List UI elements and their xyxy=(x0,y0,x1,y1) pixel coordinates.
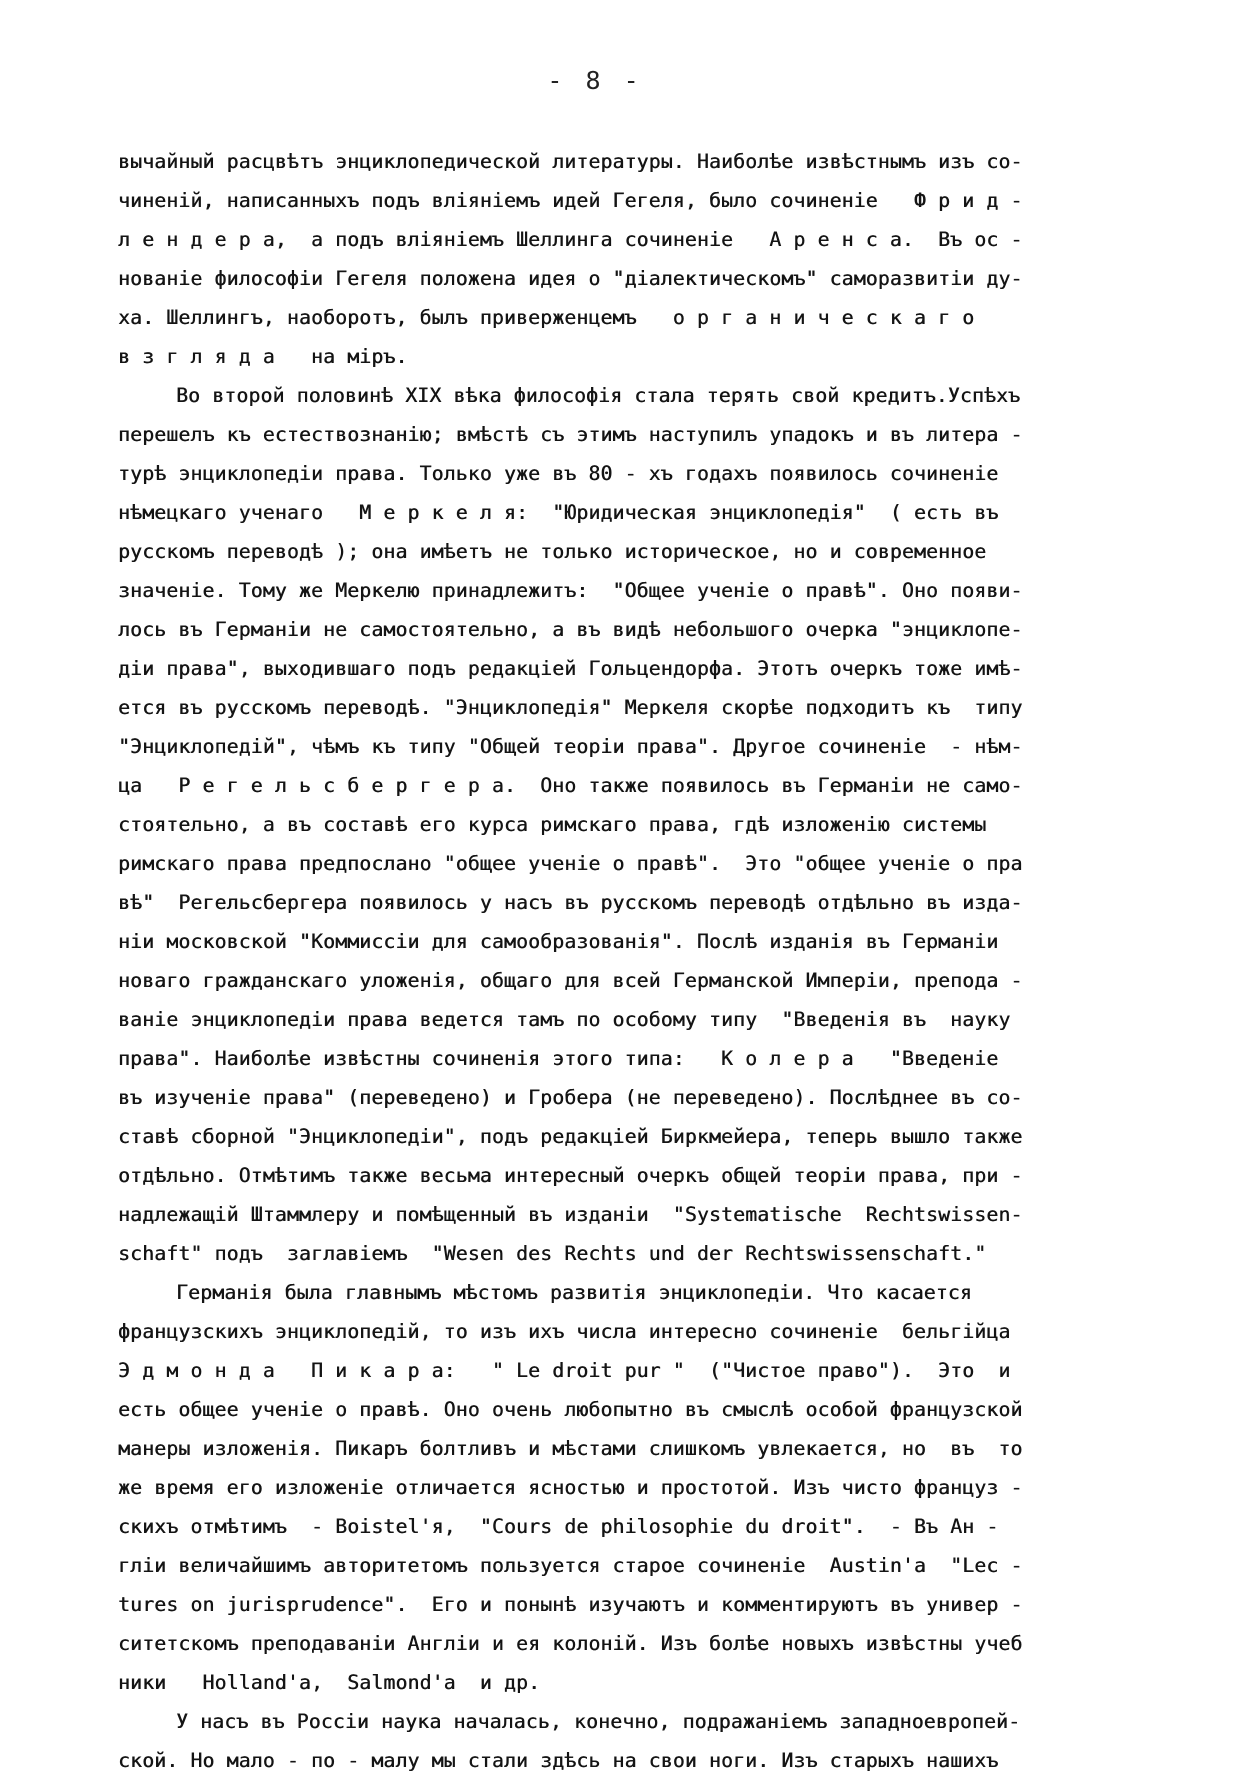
text-line: ситетскомъ преподаваніи Англіи и ея колоній. Изъ болѣе новыхъ извѣстны учеб xyxy=(118,1632,1023,1655)
text-line: діи права", выходившаго подъ редакціей Гольцендорфа. Этотъ очеркъ тоже имѣ- xyxy=(118,657,1023,680)
text-line: турѣ энциклопедіи права. Только уже въ 80 - хъ годахъ появилось сочиненіе xyxy=(118,462,999,485)
text-line: ца Р е г е л ь с б е р г е р а. Оно также появилось въ Германіи не само- xyxy=(118,774,1023,797)
paragraph-start-line: У насъ въ Россіи наука началась, конечно, подражаніемъ западноевропей- xyxy=(176,1710,1021,1733)
text-line: ставѣ сборной "Энциклопедіи", подъ редакціей Биркмейера, теперь вышло также xyxy=(118,1125,1023,1148)
text-line: лось въ Германіи не самостоятельно, а въ видѣ небольшого очерка "энциклопе- xyxy=(118,618,1023,641)
text-line: "Энциклопедій", чѣмъ къ типу "Общей теоріи права". Другое сочиненіе - нѣм- xyxy=(118,735,1023,758)
text-line: манеры изложенія. Пикаръ болтливъ и мѣстами слишкомъ увлекается, но въ то xyxy=(118,1437,1023,1460)
body-text xyxy=(118,142,1128,1780)
text-line: нованіе философіи Гегеля положена идея о "діалектическомъ" саморазвитіи ду- xyxy=(118,267,1023,290)
text-line: ется въ русскомъ переводѣ. "Энциклопедія" Меркеля скорѣе подходитъ къ типу xyxy=(118,696,1023,719)
text-line: нѣмецкаго ученаго М е р к е л я: "Юридическая энциклопедія" ( есть въ xyxy=(118,501,999,524)
text-line: гліи величайшимъ авторитетомъ пользуется старое сочиненіе Austin'а "Lec - xyxy=(118,1554,1023,1577)
text-line: tures on jurisprudence". Его и понынѣ изучаютъ и комментируютъ въ универ - xyxy=(118,1593,1023,1616)
text-line: русскомъ переводѣ ); она имѣетъ не только историческое, но и современное xyxy=(118,540,987,563)
text-line: ха. Шеллингъ, наоборотъ, былъ приверженцемъ о р г а н и ч е с к а г о xyxy=(118,306,975,329)
text-line: въ изученіе права" (переведено) и Гробера (не переведено). Послѣднее въ со- xyxy=(118,1086,1023,1109)
text-line: вѣ" Регельсбергера появилось у насъ въ русскомъ переводѣ отдѣльно въ изда- xyxy=(118,891,1023,914)
text-line: права". Наиболѣе извѣстны сочиненія этого типа: К о л е р а "Введеніе xyxy=(118,1047,999,1070)
text-line: перешелъ къ естествознанію; вмѣстѣ съ этимъ наступилъ упадокъ и въ литера - xyxy=(118,423,1023,446)
text-line: значеніе. Тому же Меркелю принадлежитъ: "Общее ученіе о правѣ". Оно появи- xyxy=(118,579,1023,602)
text-line: есть общее ученіе о правѣ. Оно очень любопытно въ смыслѣ особой французской xyxy=(118,1398,1023,1421)
text-line: римскаго права предпослано "общее ученіе о правѣ". Это "общее ученіе о пра xyxy=(118,852,1023,875)
text-line: отдѣльно. Отмѣтимъ также весьма интересный очеркъ общей теоріи права, при - xyxy=(118,1164,1023,1187)
text-line: ники Holland'а, Salmond'а и др. xyxy=(118,1671,541,1694)
text-line: скихъ отмѣтимъ - Boistel'я, "Cours de philosophie du droit". - Въ Ан - xyxy=(118,1515,999,1538)
text-line: л е н д е р а, а подъ вліяніемъ Шеллинга сочиненіе А р е н с а. Въ ос - xyxy=(118,228,1023,251)
text-line: Э д м о н д а П и к а р а: " Le droit pur " ("Чистое право"). Это и xyxy=(118,1359,1011,1382)
text-line: ской. Но мало - по - малу мы стали здѣсь на свои ноги. Изъ старыхъ нашихъ xyxy=(118,1749,999,1772)
text-line: новаго гражданскаго уложенія, общаго для всей Германской Имперіи, препода - xyxy=(118,969,1023,992)
text-line: надлежащій Штаммлеру и помѣщенный въ изданіи "Systematische Rechtswissen- xyxy=(118,1203,1023,1226)
text-line: же время его изложеніе отличается ясностью и простотой. Изъ чисто француз - xyxy=(118,1476,1023,1499)
paragraph-start-line: Во второй половинѣ XIX вѣка философія стала терять свой кредитъ.Успѣхъ xyxy=(176,384,1021,407)
text-line: чиненій, написанныхъ подъ вліяніемъ идей Гегеля, было сочиненіе Ф р и д - xyxy=(118,189,1023,212)
text-line: ніи московской "Коммиссіи для самообразованія". Послѣ изданія въ Германіи xyxy=(118,930,999,953)
text-line: ваніе энциклопедіи права ведется тамъ по особому типу "Введенія въ науку xyxy=(118,1008,1011,1031)
text-line: вычайный расцвѣтъ энциклопедической литературы. Наиболѣе извѣстнымъ изъ со- xyxy=(118,150,1023,173)
text-line: в з г л я д а на міръ. xyxy=(118,345,408,368)
text-line: французскихъ энциклопедій, то изъ ихъ числа интересно сочиненіе бельгійца xyxy=(118,1320,1011,1343)
text-line: schaft" подъ заглавіемъ "Wesen des Rechts und der Rechtswissenschaft." xyxy=(118,1242,987,1265)
text-line: стоятельно, а въ составѣ его курса римскаго права, гдѣ изложенію системы xyxy=(118,813,987,836)
page-number: - 8 - xyxy=(547,66,643,95)
paragraph-start-line: Германія была главнымъ мѣстомъ развитія энциклопедіи. Что касается xyxy=(176,1281,972,1304)
